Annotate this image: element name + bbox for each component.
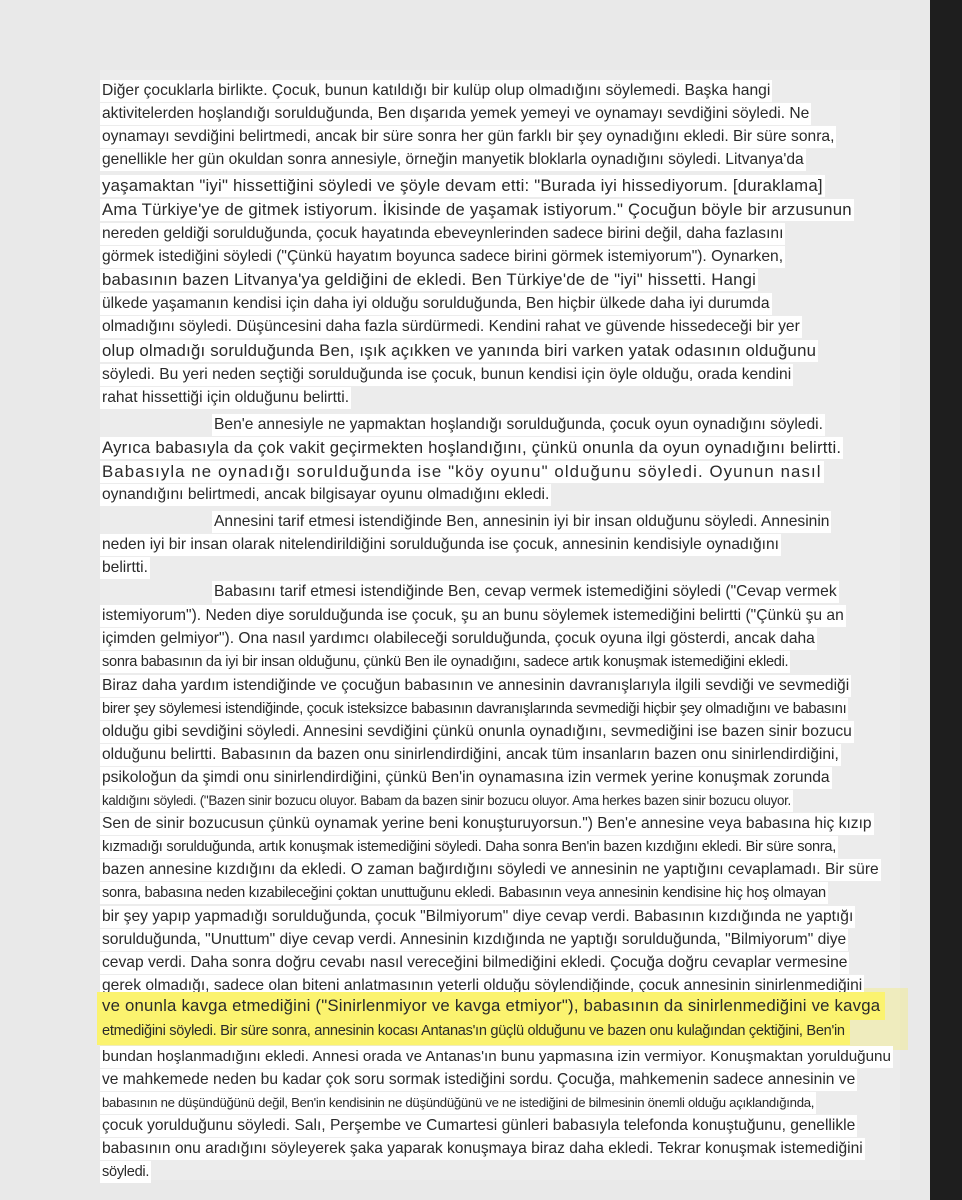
text-line: Babasını tarif etmesi istendiğinde Ben, cevap vermek istemediğini söyledi ("Cevap vermek [212,581,839,603]
text-line: cevap verdi. Daha sonra doğru cevabı nasıl vereceğini bilmediğini ekledi. Çocuğa doğru cevaplar vermesine [100,952,849,974]
text-line: sonra babasının da iyi bir insan olduğunu, çünkü Ben ile oynadığını, sadece artık konuşmak istemediğini ekledi. [100,651,790,673]
text-line: görmek istediğini söyledi ("Çünkü hayatım boyunca sadece birini görmek istemiyorum"). Oynarken, [100,246,785,268]
text-line: Ayrıca babasıyla da çok vakit geçirmekten hoşlandığını, çünkü onunla da oyun oynadığını belirtti. [102,438,842,457]
text-line: olmadığını söyledi. Düşüncesini daha fazla sürdürmedi. Kendini rahat ve güvende hissedeceği bir yer [100,316,802,338]
text-line: oynandığını belirtmedi, ancak bilgisayar oyunu olmadığını ekledi. [100,484,551,506]
window-edge-strip [930,0,962,1200]
text-line: kızmadığı sorulduğunda, artık konuşmak istemediğini söyledi. Daha sonra Ben'in bazen kızdığını ekledi. Bir süre sonra, [100,836,838,858]
text-line: içimden gelmiyor"). Ona nasıl yardımcı olabileceği sorulduğunda, çocuk oyuna ilgi gösterdi, ancak daha [100,628,817,650]
text-line: babasının bazen Litvanya'ya geldiğini de ekledi. Ben Türkiye'de de "iyi" hissetti. Hangi [102,270,757,289]
text-line: bundan hoşlanmadığını ekledi. Annesi orada ve Antanas'ın bunu yapmasına izin vermiyor. Konuşmaktan yorulduğunu [100,1046,893,1068]
text-line: aktivitelerden hoşlandığı sorulduğunda, Ben dışarıda yemek yemeyi ve oynamayı sevdiğini söyledi. Ne [100,103,811,125]
highlighted-text-line: etmediğini söyledi. Bir süre sonra, annesinin kocası Antanas'ın güçlü olduğunu ve bazen onu kulağından çektiğini, Ben'in [100,1020,847,1042]
text-line: nereden geldiği sorulduğunda, çocuk hayatında ebeveynlerinden sadece birini değil, daha fazlasını [100,223,785,245]
text-line: psikoloğun da şimdi onu sinirlendirdiğini, çünkü Ben'in oynamasına izin vermek yerine konuşmak zorunda [100,767,832,789]
text-line: Biraz daha yardım istendiğinde ve çocuğun babasının ve annesinin davranışlarıyla ilgili sevdiği ve sevmediği [100,675,851,697]
text-line: ve mahkemede neden bu kadar çok soru sormak istediğini sordu. Çocuğa, mahkemenin sadece annesinin ve [100,1069,857,1091]
text-line: bazen annesine kızdığını da ekledi. O zaman bağırdığını söyledi ve annesinin ne yaptığını cevaplamadı. Bir süre [100,859,881,881]
text-line: birer şey söylemesi istendiğinde, çocuk isteksizce babasının davranışlarında sevmediği hiçbir şey olmadığını ve babasını [100,698,848,720]
text-line: olduğu gibi sevdiğini söyledi. Annesini sevdiğini çünkü onunla oynadığını, sevmediğini ise bazen sinir bozucu [100,721,854,743]
text-line: Ben'e annesiyle ne yapmaktan hoşlandığı sorulduğunda, çocuk oyun oynadığını söyledi. [212,414,825,436]
text-line: çocuk yorulduğunu söyledi. Salı, Perşembe ve Cumartesi günleri babasıyla telefonda konuştuğunu, genellikle [100,1115,857,1137]
text-line: neden iyi bir insan olarak nitelendirildiğini sorulduğunda ise çocuk, annesinin kendisiyle oynadığını [100,534,781,556]
text-line: istemiyorum"). Neden diye sorulduğunda ise çocuk, şu an bunu söylemek istemediğini belirtti ("Çünkü şu an [100,605,846,627]
text-line: bir şey yapıp yapmadığı sorulduğunda, çocuk "Bilmiyorum" diye cevap verdi. Babasının kızdığında ne yaptığı [100,906,855,928]
text-line: Sen de sinir bozucusun çünkü oynamak yerine beni konuşturuyorsun.") Ben'e annesine veya babasına hiç kızıp [100,813,874,835]
text-line: yaşamaktan "iyi" hissettiğini söyledi ve şöyle devam etti: "Burada iyi hissediyorum. [duraklama] [102,176,823,195]
text-line: Diğer çocuklarla birlikte. Çocuk, bunun katıldığı bir kulüp olup olmadığını söylemedi. Başka hangi [100,80,772,102]
document-page [100,70,900,1180]
text-line: sonra, babasına neden kızabileceğini çoktan unuttuğunu ekledi. Babasının veya annesinin kendisine hiç hoş olmayan [100,882,828,904]
text-line: babasının onu aradığını söyleyerek şaka yaparak konuşmaya biraz daha ekledi. Tekrar konuşmak istemediğini [100,1138,865,1160]
text-line: oynamayı sevdiğini belirtmedi, ancak bir süre sonra her gün farklı bir şey oynadığını ekledi. Bir süre sonra, [100,126,836,148]
text-line: Babasıyla ne oynadığı sorulduğunda ise "köy oyunu" olduğunu söyledi. Oyunun nasıl [102,462,822,481]
text-line: söyledi. [100,1161,151,1183]
text-line: gerek olmadığı, sadece olan biteni anlatmasının yeterli olduğu söylendiğinde, çocuk annesinin sinirlenmediğini [100,975,864,997]
text-line: belirtti. [100,557,150,579]
text-line: Annesini tarif etmesi istendiğinde Ben, annesinin iyi bir insan olduğunu söyledi. Annesinin [212,511,831,533]
text-line: Ama Türkiye'ye de gitmek istiyorum. İkisinde de yaşamak istiyorum." Çocuğun böyle bir arzusunun [102,200,852,219]
highlighted-text-line: ve onunla kavga etmediğini ("Sinirlenmiyor ve kavga etmiyor"), babasının da sinirlenmediğini ve kavga [102,996,881,1015]
text-line: genellikle her gün okuldan sonra annesiyle, örneğin manyetik bloklarla oynadığını söyledi. Litvanya'da [100,149,806,171]
text-line: olup olmadığı sorulduğunda Ben, ışık açıkken ve yanında biri varken yatak odasının olduğunu [102,341,817,360]
text-line: rahat hissettiği için olduğunu belirtti. [100,387,351,409]
text-line: babasının ne düşündüğünü değil, Ben'in kendisinin ne düşündüğünü ve ne istediğini de bilmesinin önemli olduğu açıklandığında, [100,1092,816,1114]
text-line: ülkede yaşamanın kendisi için daha iyi olduğu sorulduğunda, Ben hiçbir ülkede daha iyi durumda [100,293,772,315]
text-line: kaldığını söyledi. ("Bazen sinir bozucu oluyor. Babam da bazen sinir bozucu oluyor. Ama herkes bazen sinir bozucu oluyor. [100,790,793,812]
text-line: olduğunu belirtti. Babasının da bazen onu sinirlendirdiğini, ancak tüm insanların bazen onu sinirlendirdiğini, [100,744,841,766]
text-line: söyledi. Bu yeri neden seçtiği sorulduğunda ise çocuk, bunun kendisi için öyle olduğu, orada kendini [100,364,793,386]
text-line: sorulduğunda, "Unuttum" diye cevap verdi. Annesinin kızdığında ne yaptığı sorulduğunda, "Bilmiyorum" diye [100,929,848,951]
